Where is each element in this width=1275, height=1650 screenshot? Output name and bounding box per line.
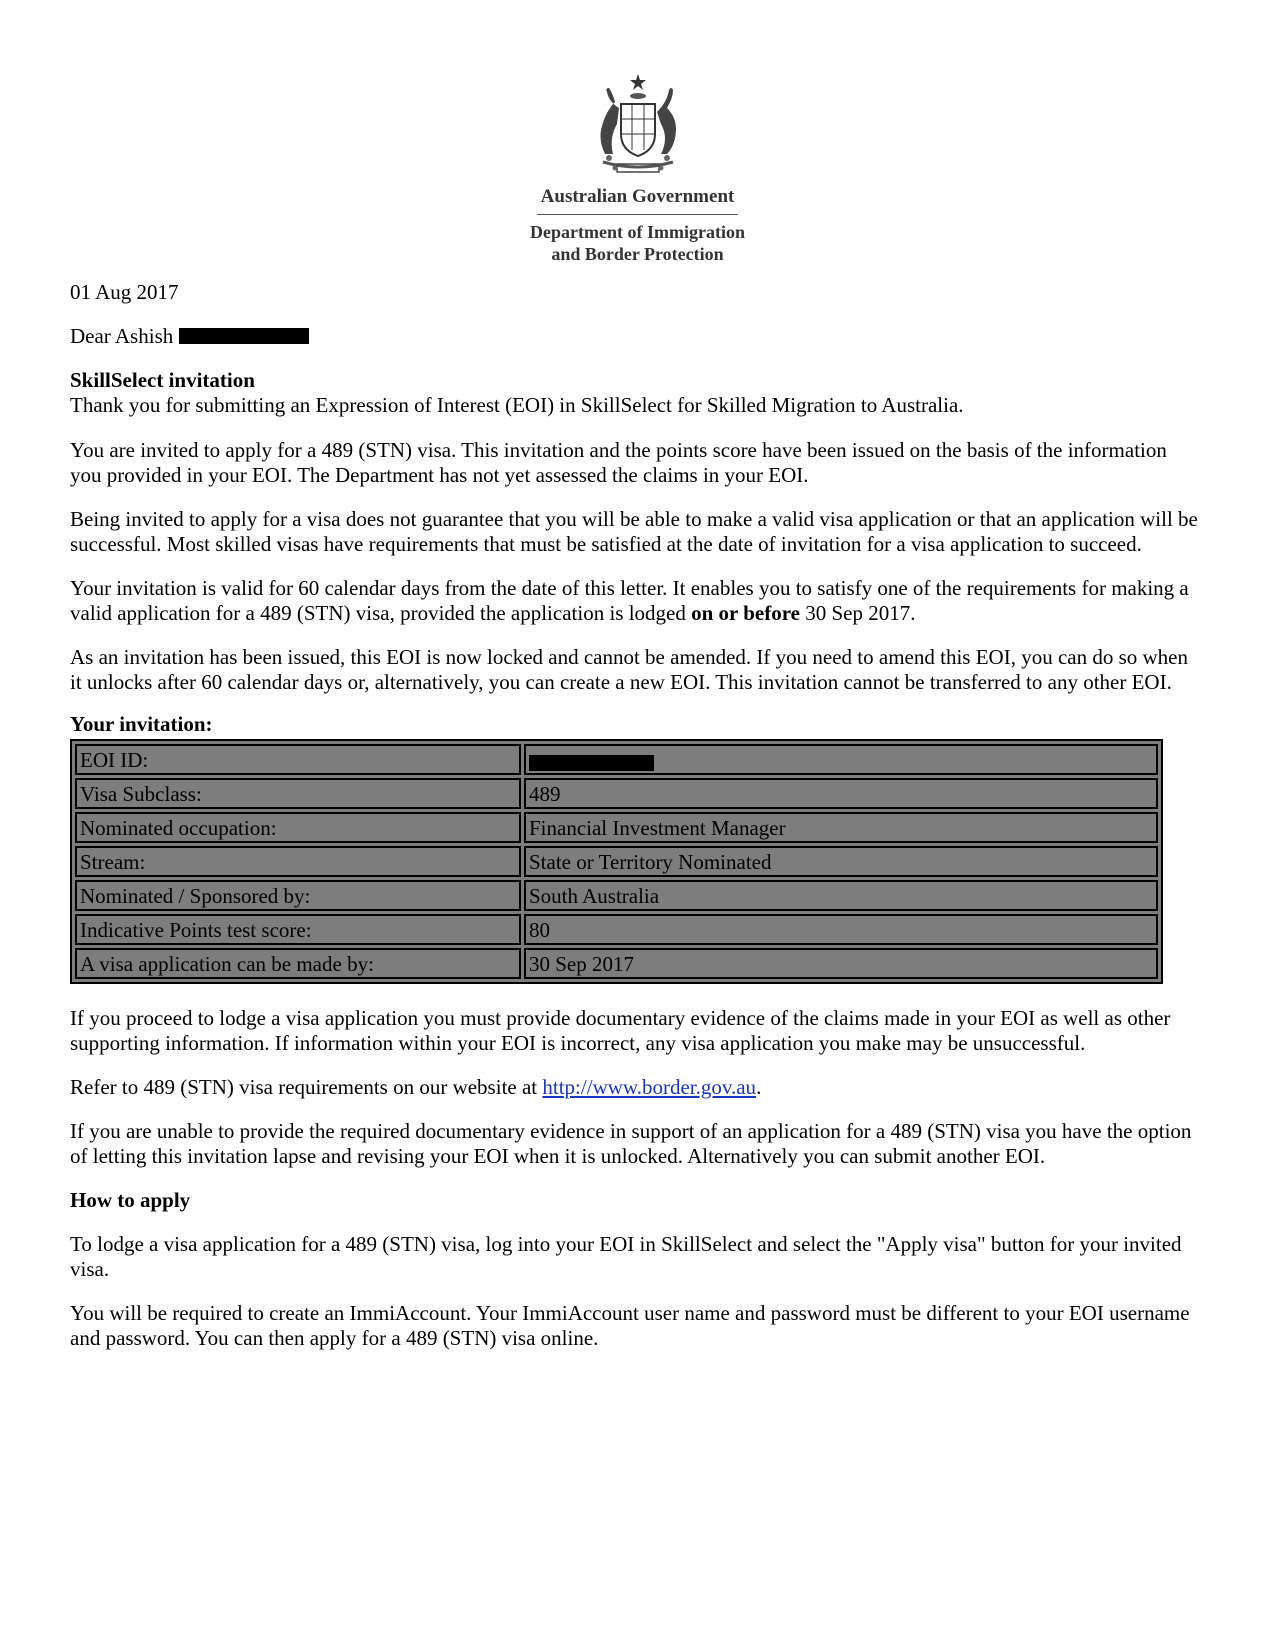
table-row [75,846,1158,877]
paragraph-refer: Refer to 489 (STN) visa requirements on our website at http://www.border.gov.au. [70,1075,762,1099]
department-name: Department of Immigration and Border Protection [530,222,745,264]
paragraph-lodge: To lodge a visa application for a 489 (STN) visa, log into your EOI in SkillSelect and select the "Apply visa" button for your invited visa. [70,1232,1182,1281]
paragraph-invited: You are invited to apply for a 489 (STN) visa. This invitation and the points score have been issued on the basis of the information you provided in your EOI. The Department has not yet assessed the claims in your EOI. [70,438,1167,487]
table-value: 80 [524,914,1158,945]
table-value: 30 Sep 2017 [524,948,1158,979]
table-label: Nominated / Sponsored by: [75,880,521,911]
table-row [75,812,1158,843]
paragraph-locked: As an invitation has been issued, this EOI is now locked and cannot be amended. If you need to amend this EOI, you can do so when it unlocks after 60 calendar days or, alternatively, you can create a new EOI. This invitation cannot be transferred to any other EOI. [70,645,1188,694]
table-label: Visa Subclass: [75,778,521,809]
salutation: Dear Ashish [70,324,1200,349]
government-name: Australian Government [537,186,739,215]
letter-date: 01 Aug 2017 [70,280,179,304]
table-row [75,914,1158,945]
how-to-apply-title: How to apply [70,1188,191,1212]
table-label: EOI ID: [75,744,521,775]
invitation-title: Your invitation: [70,712,213,736]
letter-body [70,280,1200,1370]
table-label: Indicative Points test score: [75,914,521,945]
redaction-bar [179,328,309,344]
table-row [75,744,1158,775]
redaction-bar [529,755,654,771]
table-value: 489 [524,778,1158,809]
table-value [524,744,1158,775]
letterhead [0,72,1275,265]
table-label: Nominated occupation: [75,812,521,843]
invitation-table [70,739,1163,984]
table-value: South Australia [524,880,1158,911]
table-value: State or Territory Nominated [524,846,1158,877]
table-value: Financial Investment Manager [524,812,1158,843]
table-row [75,948,1158,979]
section-title: SkillSelect invitation [70,368,255,392]
paragraph-evidence: If you proceed to lodge a visa application you must provide documentary evidence of the claims made in your EOI as well as other supporting information. If information within your EOI is incorrect, any visa application you make may be unsuccessful. [70,1006,1171,1055]
paragraph-immiaccount: You will be required to create an ImmiAccount. Your ImmiAccount user name and password must be different to your EOI username and password. You can then apply for a 489 (STN) visa online. [70,1301,1190,1350]
coat-of-arms-icon [583,72,693,182]
table-label: A visa application can be made by: [75,948,521,979]
table-row [75,778,1158,809]
paragraph-no-guarantee: Being invited to apply for a visa does not guarantee that you will be able to make a valid visa application or that an application will be successful. Most skilled visas have requirements that must be satisfied at the date of invitation for a visa application to succeed. [70,507,1198,556]
border-website-link[interactable]: http://www.border.gov.au [542,1075,757,1099]
section-intro [70,368,1200,418]
table-row [75,880,1158,911]
table-label: Stream: [75,846,521,877]
intro-text: Thank you for submitting an Expression of Interest (EOI) in SkillSelect for Skilled Migration to Australia. [70,393,964,417]
paragraph-validity: Your invitation is valid for 60 calendar days from the date of this letter. It enables you to satisfy one of the requirements for making a valid application for a 489 (STN) visa, provided the application is lodged on or before 30 Sep 2017. [70,576,1189,625]
paragraph-unable: If you are unable to provide the required documentary evidence in support of an application for a 489 (STN) visa you have the option of letting this invitation lapse and revising your EOI when it is unlocked. Alternatively you can submit another EOI. [70,1119,1192,1168]
